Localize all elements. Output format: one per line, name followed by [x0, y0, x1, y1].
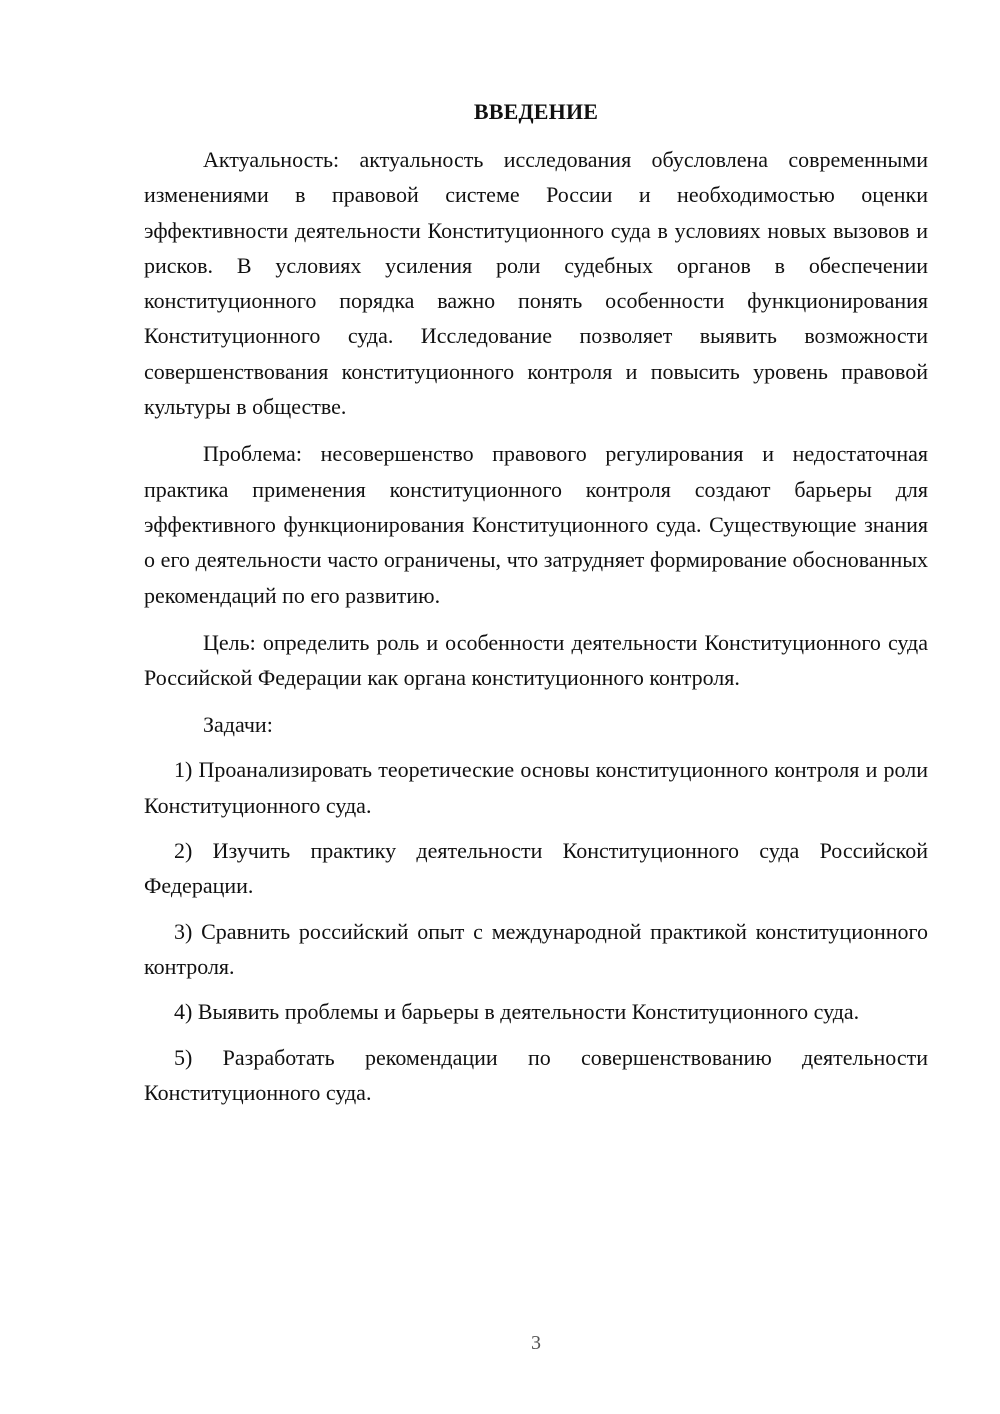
- task-item-3: 3) Сравнить российский опыт с международной практикой конституционного контроля.: [144, 918, 928, 979]
- page-number: 3: [531, 1332, 541, 1354]
- section-title: ВВЕДЕНИЕ: [473, 99, 599, 124]
- task-item-2: 2) Изучить практику деятельности Конституционного суда Российской Федерации.: [144, 838, 928, 899]
- task-item-1: 1) Проанализировать теоретические основы конституционного контроля и роли Конституционного суда.: [144, 757, 928, 818]
- paragraph-relevance: Актуальность: актуальность исследования обусловлена современными изменениями в правовой системе России и необходимостью оценки эффективности деятельности Конституционного суда в условиях новых вызовов и рисков. В условиях усиления роли судебных органов в обеспечении конституционного порядка важно понять особенности функционирования Конституционного суда. Исследование позволяет выявить возможности совершенствования конституционного контроля и повысить уровень правовой культуры в обществе.: [144, 147, 928, 420]
- task-item-4: 4) Выявить проблемы и барьеры в деятельности Конституционного суда.: [174, 999, 860, 1025]
- task-item-5: 5) Разработать рекомендации по совершенствованию деятельности Конституционного суда.: [144, 1044, 928, 1105]
- paragraph-problem: Проблема: несовершенство правового регулирования и недостаточная практика применения конституционного контроля создают барьеры для эффективного функционирования Конституционного суда. Существующие знания о его деятельности часто ограничены, что затрудняет формирование обоснованных рекомендаций по его развитию.: [144, 441, 928, 608]
- paragraph-goal: Цель: определить роль и особенности деятельности Конституционного суда Российской Федерации как органа конституционного контроля.: [144, 629, 928, 691]
- tasks-heading: Задачи:: [203, 712, 273, 738]
- page-content: [144, 94, 928, 1120]
